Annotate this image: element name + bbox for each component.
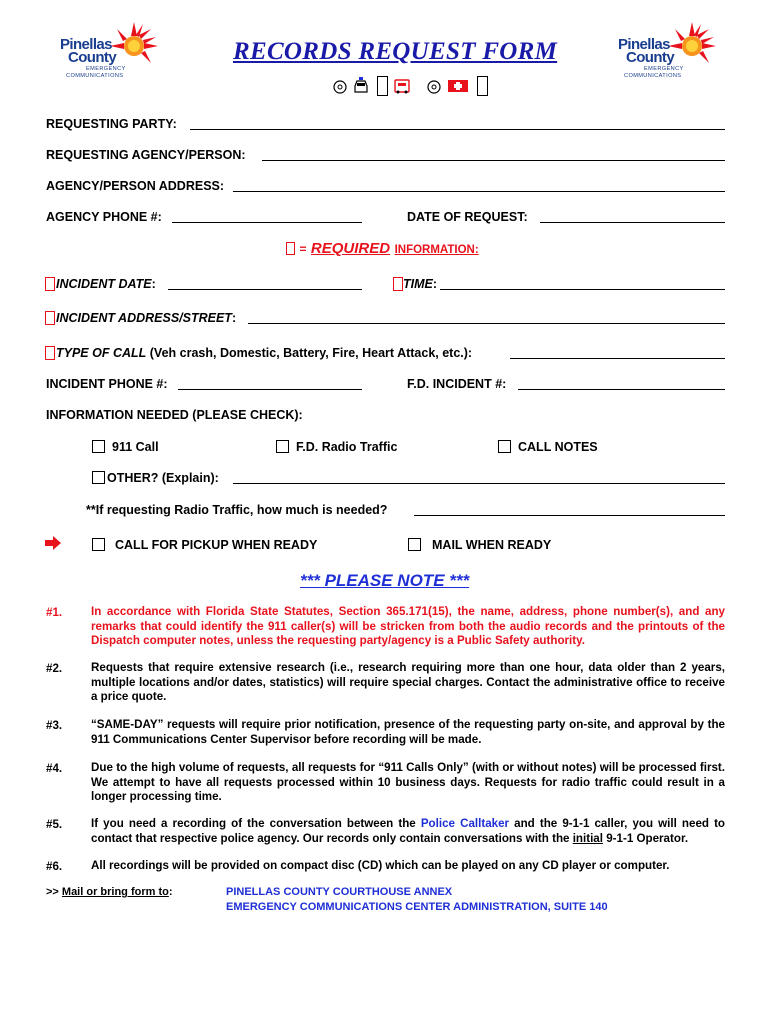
police-calltaker-highlight: Police Calltaker xyxy=(420,817,510,830)
requesting-agency-field[interactable] xyxy=(262,160,725,161)
type-of-call-hint: (Veh crash, Domestic, Battery, Fire, Heart Attack, etc.): xyxy=(149,346,473,360)
note-5-post: and the 9-1-1 caller, you will need to contact that respective police agency. Our records only contain conversations with the xyxy=(91,817,726,845)
type-of-call-field[interactable] xyxy=(510,358,725,359)
incident-phone-label: INCIDENT PHONE #: xyxy=(46,377,168,391)
incident-address-label xyxy=(56,311,236,325)
incident-date-label xyxy=(56,277,156,291)
logo-left-line1: Pinellas xyxy=(60,36,112,53)
option-911-call-label: 911 Call xyxy=(112,440,159,454)
checkbox-other[interactable] xyxy=(92,471,105,484)
radio-traffic-question: **If requesting Radio Traffic, how much is needed? xyxy=(86,503,388,517)
note-text xyxy=(91,817,725,846)
incident-phone-field[interactable] xyxy=(178,389,362,390)
mail-when-ready-label: MAIL WHEN READY xyxy=(432,538,552,552)
arrow-right-icon xyxy=(45,536,61,550)
checkbox-mail-when-ready[interactable] xyxy=(408,538,421,551)
incident-date-text: INCIDENT DATE xyxy=(56,277,152,291)
required-mark-icon xyxy=(45,346,55,360)
agency-phone-field[interactable] xyxy=(172,222,362,223)
type-of-call-label xyxy=(56,346,472,360)
type-of-call-text: TYPE OF CALL xyxy=(56,346,147,360)
checkbox-911-call[interactable] xyxy=(92,440,105,453)
note-number: #5. xyxy=(46,818,63,831)
incident-address-text: INCIDENT ADDRESS/STREET xyxy=(56,311,232,325)
required-legend xyxy=(286,240,479,258)
required-legend-required: REQUIRED xyxy=(310,240,391,257)
note-5-pre: If you need a recording of the conversation between the xyxy=(91,817,421,830)
checkbox-call-for-pickup[interactable] xyxy=(92,538,105,551)
required-mark-icon xyxy=(393,277,403,291)
header-icon-row xyxy=(333,74,493,100)
note-number: #4. xyxy=(46,762,63,775)
date-of-request-field[interactable] xyxy=(540,222,725,223)
option-fd-radio-label: F.D. Radio Traffic xyxy=(296,440,398,454)
option-other-label: OTHER? (Explain): xyxy=(107,471,219,485)
radio-traffic-amount-field[interactable] xyxy=(414,515,725,516)
required-mark-icon xyxy=(45,311,55,325)
mail-to-colon: : xyxy=(168,886,173,898)
note-5-end: 9-1-1 Operator. xyxy=(602,831,689,845)
cd-icon xyxy=(427,80,441,94)
mail-address-line1: PINELLAS COUNTY COURTHOUSE ANNEX xyxy=(226,886,453,898)
logo-right xyxy=(618,22,713,84)
requesting-party-field[interactable] xyxy=(190,129,725,130)
agency-address-field[interactable] xyxy=(233,191,725,192)
note-text: In accordance with Florida State Statutes, Section 365.171(15), the name, address, phone number(s), and any remarks that could identify the 911 caller(s) will be stricken from both the audio records and the printouts of the Dispatch computer notes, unless the requesting party/agency is a Public Safety authority. xyxy=(91,605,725,647)
mail-to-prefix: >> xyxy=(46,886,62,898)
logo-left xyxy=(60,22,155,84)
note-number: #1. xyxy=(46,606,63,619)
logo-right-line2: County xyxy=(626,49,675,66)
missing-glyph-icon xyxy=(477,76,488,96)
note-text: Due to the high volume of requests, all requests for “911 Calls Only” (with or without notes) will be processed first. We attempt to have all requests processed within 10 business days. Requests for radio traffic could result in a longer processing time. xyxy=(91,761,725,803)
note-text: Requests that require extensive research (i.e., research requiring more than one hour, data older than 2 years, multiple locations and/or dates, statistics) will require special charges. Contact the administrative office to receive a price quote. xyxy=(91,661,725,703)
option-call-notes-label: CALL NOTES xyxy=(518,440,598,454)
mail-address-line2: EMERGENCY COMMUNICATIONS CENTER ADMINISTRATION, SUITE 140 xyxy=(226,901,608,913)
required-mark-icon xyxy=(45,277,55,291)
note-number: #2. xyxy=(46,662,63,675)
incident-address-field[interactable] xyxy=(248,323,725,324)
agency-phone-label: AGENCY PHONE #: xyxy=(46,210,162,224)
note-text: All recordings will be provided on compact disc (CD) which can be played on any CD player or computer. xyxy=(91,859,670,872)
time-label xyxy=(403,277,437,291)
time-field[interactable] xyxy=(440,289,725,290)
please-note-heading: *** PLEASE NOTE *** xyxy=(300,571,470,590)
sun-icon xyxy=(110,22,158,70)
note-text: “SAME-DAY” requests will require prior notification, presence of the requesting party on-site, and approval by the 911 Communications Center Supervisor before recording will be made. xyxy=(91,718,725,746)
mail-to-label xyxy=(46,886,173,898)
requesting-party-label: REQUESTING PARTY: xyxy=(46,117,177,131)
fd-incident-label: F.D. INCIDENT #: xyxy=(407,377,507,391)
other-explain-field[interactable] xyxy=(233,483,725,484)
missing-glyph-icon xyxy=(377,76,388,96)
checkbox-call-notes[interactable] xyxy=(498,440,511,453)
logo-left-line4: COMMUNICATIONS xyxy=(66,73,124,79)
logo-right-line1: Pinellas xyxy=(618,36,670,53)
info-needed-label: INFORMATION NEEDED (PLEASE CHECK): xyxy=(46,408,303,422)
logo-right-line4: COMMUNICATIONS xyxy=(624,73,682,79)
incident-address-colon: : xyxy=(231,311,237,325)
logo-right-line3: EMERGENCY xyxy=(644,66,684,72)
fire-truck-icon xyxy=(393,77,411,95)
note-5-underline: initial xyxy=(572,831,603,845)
date-of-request-label: DATE OF REQUEST: xyxy=(407,210,528,224)
call-for-pickup-label: CALL FOR PICKUP WHEN READY xyxy=(115,538,318,552)
time-text: TIME xyxy=(403,277,433,291)
mail-to-text: Mail or bring form to xyxy=(61,886,169,898)
required-legend-eq: = xyxy=(299,242,307,256)
incident-date-colon: : xyxy=(151,277,156,291)
sun-icon xyxy=(668,22,716,70)
ambulance-icon xyxy=(447,78,469,94)
form-title: RECORDS REQUEST FORM xyxy=(233,38,558,65)
required-mark-icon xyxy=(286,242,295,255)
required-legend-information: INFORMATION: xyxy=(394,244,479,256)
logo-left-line2: County xyxy=(68,49,117,66)
cd-icon xyxy=(333,80,347,94)
note-number: #6. xyxy=(46,860,63,873)
incident-date-field[interactable] xyxy=(168,289,362,290)
police-car-icon xyxy=(353,77,369,95)
time-colon: : xyxy=(432,277,438,291)
logo-left-line3: EMERGENCY xyxy=(86,66,126,72)
checkbox-fd-radio-traffic[interactable] xyxy=(276,440,289,453)
fd-incident-field[interactable] xyxy=(518,389,725,390)
requesting-agency-label: REQUESTING AGENCY/PERSON: xyxy=(46,148,246,162)
agency-address-label: AGENCY/PERSON ADDRESS: xyxy=(46,179,225,193)
note-number: #3. xyxy=(46,719,63,732)
